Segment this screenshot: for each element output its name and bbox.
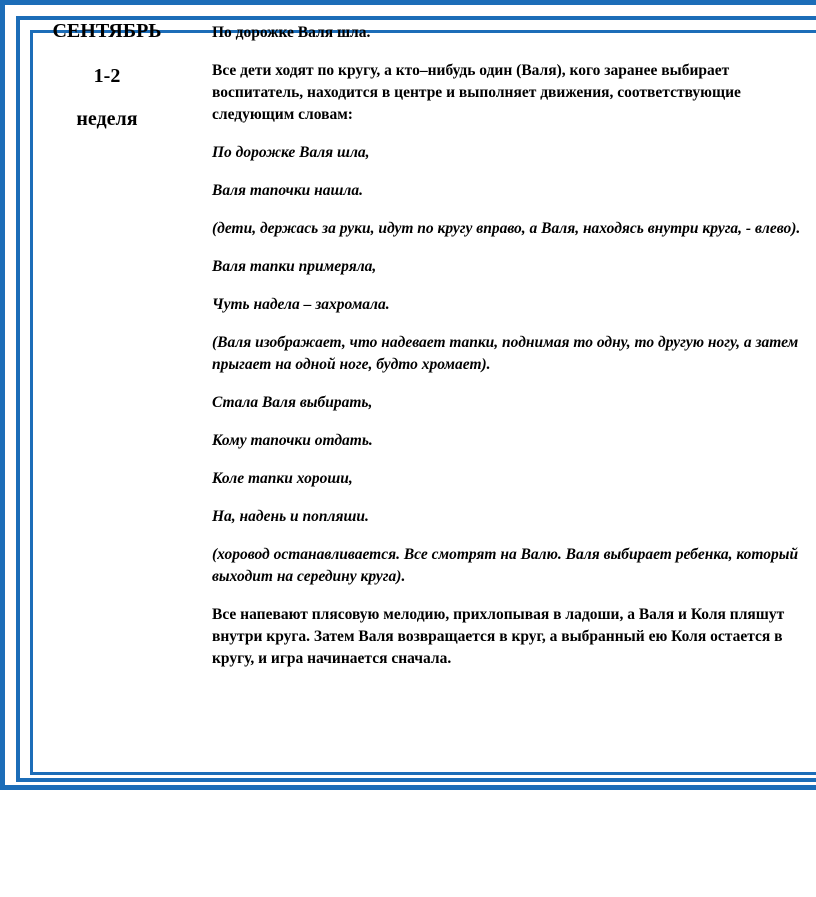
paragraph: Все дети ходят по кругу, а кто–нибудь один (Валя), кого заранее выбирает воспитатель, находится в центре и выполняет движения, соответствующие следующим словам: <box>212 62 741 123</box>
paragraph: По дорожке Валя шла, <box>212 144 370 161</box>
paragraph: Валя тапочки нашла. <box>212 182 364 199</box>
left-column <box>22 20 192 131</box>
paragraph: Валя тапки примеряла, <box>212 258 377 275</box>
game-description <box>212 22 802 686</box>
month-label: СЕНТЯБРЬ <box>52 20 162 42</box>
paragraph: Кому тапочки отдать. <box>212 432 373 449</box>
paragraph: Все напевают плясовую мелодию, прихлопывая в ладоши, а Валя и Коля пляшут внутри круга. Затем Валя возвращается в круг, а выбранный ею Коля остается в кругу, и игра начинается сначала. <box>212 606 785 667</box>
week-number: 1-2 <box>93 65 121 87</box>
week-label: неделя <box>76 108 138 130</box>
paragraph: На, надень и попляши. <box>212 508 369 525</box>
paragraph: Коле тапки хороши, <box>212 470 353 487</box>
paragraph: Чуть надела – захромала. <box>212 296 390 313</box>
paragraph: (Валя изображает, что надевает тапки, поднимая то одну, то другую ногу, а затем прыгает на одной ноге, будто хромает). <box>212 334 799 373</box>
paragraph: (хоровод останавливается. Все смотрят на Валю. Валя выбирает ребенка, который выходит на середину круга). <box>212 546 799 585</box>
paragraph: По дорожке Валя шла. <box>212 24 371 41</box>
paragraph: (дети, держась за руки, идут по кругу вправо, а Валя, находясь внутри круга, - влево). <box>212 220 801 237</box>
paragraph: Стала Валя выбирать, <box>212 394 373 411</box>
